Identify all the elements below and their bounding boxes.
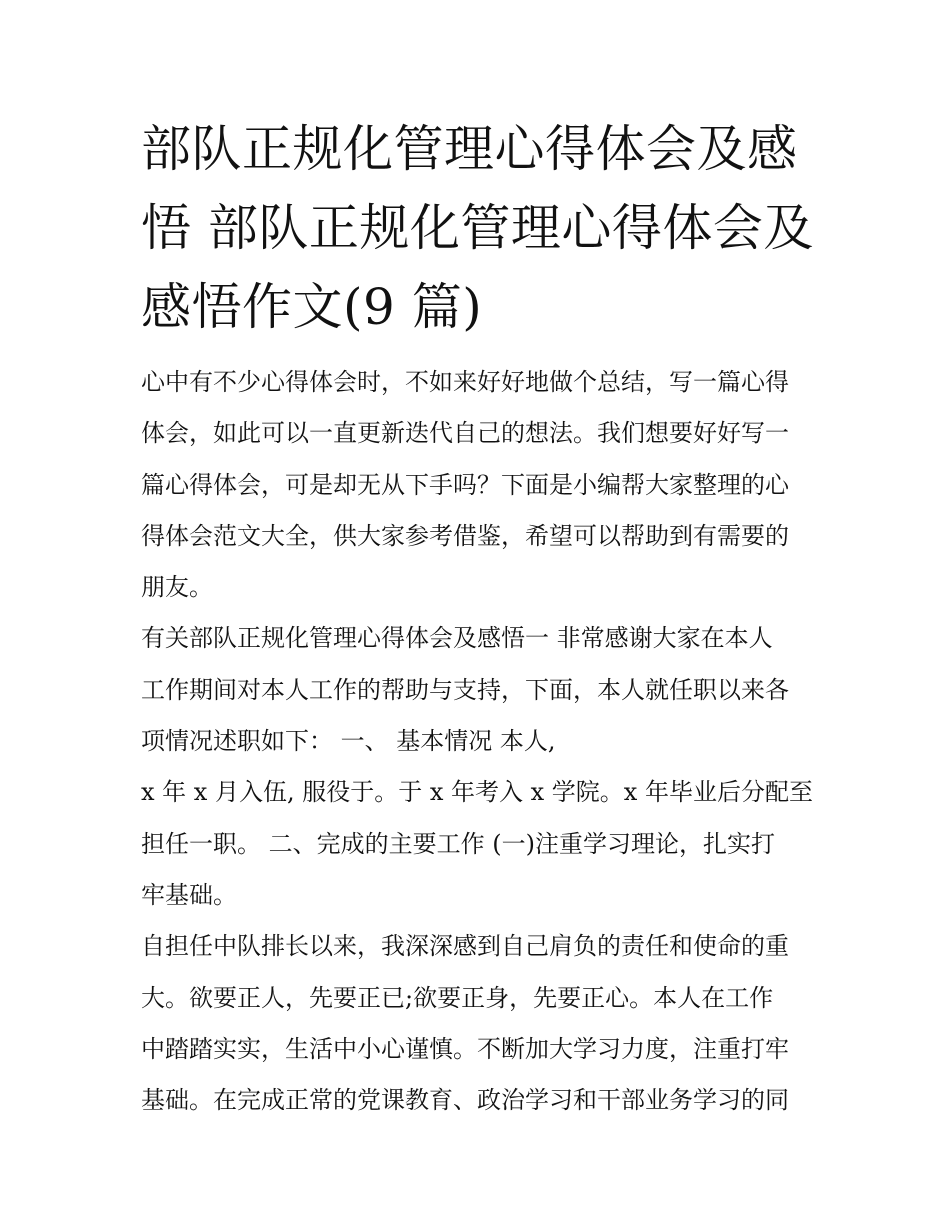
- text-line: 体会，如此可以一直更新迭代自己的想法。我们想要好好写一: [141, 419, 789, 448]
- text-line: 朋友。: [141, 573, 213, 602]
- text-line: 工作期间对本人工作的帮助与支持，下面，本人就任职以来各: [141, 675, 789, 704]
- background-paragraph: [141, 767, 813, 921]
- text-line: 篇心得体会，可是却无从下手吗？下面是小编帮大家整理的心: [141, 470, 789, 499]
- text-line: 担任一职。 二、完成的主要工作 (一)注重学习理论，扎实打: [141, 829, 775, 858]
- text-line: 得体会范文大全，供大家参考借鉴，希望可以帮助到有需要的: [141, 521, 789, 550]
- text-line: 牢基础。: [141, 880, 237, 909]
- text-line: 大。欲要正人，先要正已;欲要正身，先要正心。本人在工作: [141, 983, 774, 1012]
- text-line: 项情况述职如下： 一、 基本情况 本人,: [141, 727, 556, 756]
- document-page: [141, 110, 813, 1126]
- title-line: 部队正规化管理心得体会及感: [141, 120, 798, 178]
- study-paragraph: [141, 921, 813, 1126]
- text-line: 基础。在完成正常的党课教育、政治学习和干部业务学习的同: [141, 1086, 789, 1115]
- section-one-paragraph: [141, 613, 813, 767]
- title-line: 悟 部队正规化管理心得体会及: [141, 199, 814, 257]
- document-body: [141, 357, 813, 1126]
- intro-paragraph: [141, 357, 813, 613]
- title-line: 感悟作文(9 篇): [141, 278, 483, 336]
- text-line: 心中有不少心得体会时，不如来好好地做个总结，写一篇心得: [141, 368, 789, 396]
- text-line: 中踏踏实实，生活中小心谨慎。不断加大学习力度，注重打牢: [141, 1034, 789, 1063]
- text-line: 自担任中队排长以来，我深深感到自己肩负的责任和使命的重: [141, 932, 789, 961]
- text-line: x 年 x 月入伍, 服役于。于 x 年考入 x 学院。x 年毕业后分配至: [141, 778, 813, 807]
- text-line: 有关部队正规化管理心得体会及感悟一 非常感谢大家在本人: [141, 624, 773, 653]
- document-title: [141, 110, 813, 347]
